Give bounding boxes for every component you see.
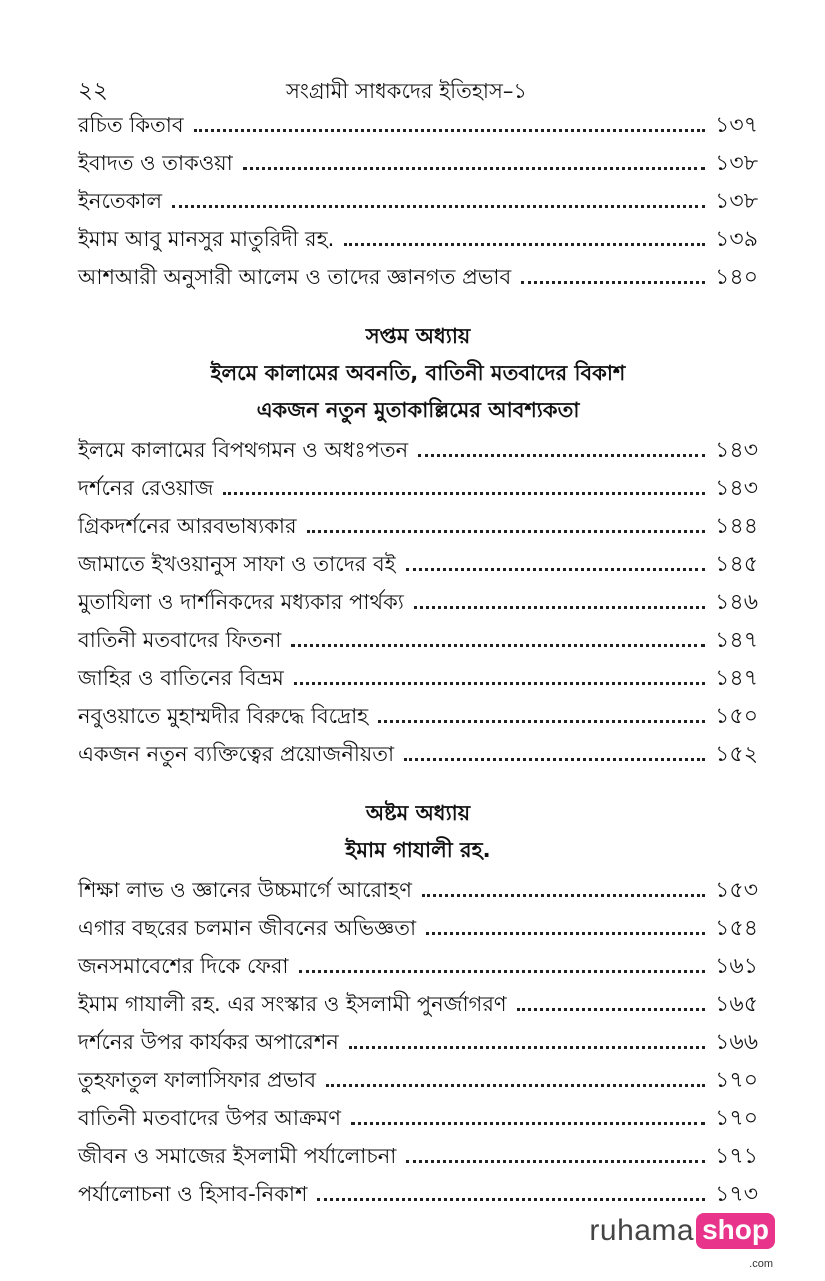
dot-leader xyxy=(426,932,705,935)
dot-leader xyxy=(404,758,705,761)
book-page xyxy=(78,72,758,1213)
toc-entry-page: ১৭০ xyxy=(715,1106,758,1131)
toc-entry-title: জাহির ও বাতিনের বিভ্রম xyxy=(78,666,284,690)
toc-entry xyxy=(78,1137,758,1175)
dot-leader xyxy=(194,129,706,132)
dot-leader xyxy=(418,454,705,457)
toc-entry-page: ১৩৯ xyxy=(715,227,758,252)
toc-entry xyxy=(78,106,758,144)
dot-leader xyxy=(172,205,705,208)
toc-entry xyxy=(78,469,758,507)
toc-entry-title: জীবন ও সমাজের ইসলামী পর্যালোচনা xyxy=(78,1144,397,1168)
toc-entry-page: ১৬৬ xyxy=(715,1030,758,1055)
running-title: সংগ্রামী সাধকদের ইতিহাস–১ xyxy=(286,79,528,103)
toc-entry xyxy=(78,545,758,583)
logo-shop-text: shop xyxy=(702,1214,769,1245)
toc-entry xyxy=(78,909,758,947)
toc-entry-page: ১৭৩ xyxy=(715,1182,758,1207)
toc-entry xyxy=(78,431,758,469)
dot-leader xyxy=(243,167,705,170)
chapter-7-subtitle: একজন নতুন মুতাকাল্লিমের আবশ্যকতা xyxy=(256,398,580,422)
toc-entry-page: ১৪৫ xyxy=(715,552,758,577)
toc-list-chapter-7 xyxy=(78,431,758,773)
dot-leader xyxy=(326,1084,705,1087)
toc-entry-title: তুহফাতুল ফালাসিফার প্রভাব xyxy=(78,1068,317,1092)
toc-entry xyxy=(78,659,758,697)
toc-entry xyxy=(78,1175,758,1213)
dot-leader xyxy=(294,682,705,685)
toc-entry-page: ১৪৬ xyxy=(715,590,758,615)
toc-entry xyxy=(78,985,758,1023)
toc-entry xyxy=(78,1099,758,1137)
dot-leader xyxy=(521,281,705,284)
toc-list-top xyxy=(78,106,758,296)
dot-leader xyxy=(351,1122,705,1125)
toc-entry-title: গ্রিকদর্শনের আরবভাষ্যকার xyxy=(78,514,297,538)
toc-entry-page: ১৫৪ xyxy=(715,916,758,941)
toc-entry-title: শিক্ষা লাভ ও জ্ঞানের উচ্চমার্গে আরোহণ xyxy=(78,878,412,902)
toc-entry-page: ১৭০ xyxy=(715,1068,758,1093)
toc-entry xyxy=(78,735,758,773)
toc-entry xyxy=(78,220,758,258)
toc-entry xyxy=(78,258,758,296)
toc-entry-title: ইলমে কালামের বিপথগমন ও অধঃপতন xyxy=(78,438,409,462)
toc-entry-title: ইবাদত ও তাকওয়া xyxy=(78,151,233,175)
toc-entry xyxy=(78,144,758,182)
dot-leader xyxy=(307,530,706,533)
toc-entry xyxy=(78,947,758,985)
toc-entry-title: ইমাম আবু মানসুর মাতুরিদী রহ. xyxy=(78,227,335,251)
dot-leader xyxy=(299,970,706,973)
toc-entry-page: ১৪৩ xyxy=(715,438,758,463)
toc-entry-title: রচিত কিতাব xyxy=(78,113,184,137)
toc-entry-title: একজন নতুন ব্যক্তিত্বের প্রয়োজনীয়তা xyxy=(78,742,395,766)
toc-entry-title: বাতিনী মতবাদের ফিতনা xyxy=(78,628,282,652)
logo-text: ruhama xyxy=(589,1214,695,1247)
toc-entry-title: বাতিনী মতবাদের উপর আক্রমণ xyxy=(78,1106,341,1130)
toc-entry-page: ১৬৫ xyxy=(715,992,758,1017)
toc-entry-title: আশআরী অনুসারী আলেম ও তাদের জ্ঞানগত প্রভাব xyxy=(78,265,512,289)
toc-entry-page: ১৪৭ xyxy=(715,666,758,691)
toc-entry-page: ১৪০ xyxy=(715,265,758,290)
dot-leader xyxy=(406,568,706,571)
toc-entry xyxy=(78,1061,758,1099)
watermark-logo xyxy=(589,1213,775,1270)
dot-leader xyxy=(406,1160,705,1163)
toc-entry-page: ১৬১ xyxy=(715,954,758,979)
toc-entry-title: ইমাম গাযালী রহ. এর সংস্কার ও ইসলামী পুনর্জাগরণ xyxy=(78,992,507,1016)
toc-entry-page: ১৩৮ xyxy=(715,189,758,214)
dot-leader xyxy=(349,1046,705,1049)
chapter-7-number: সপ্তম অধ্যায় xyxy=(365,324,471,348)
dot-leader xyxy=(517,1008,706,1011)
toc-entry-title: জনসমাবেশের দিকে ফেরা xyxy=(78,954,289,978)
dot-leader xyxy=(223,492,705,495)
toc-entry xyxy=(78,697,758,735)
dot-leader xyxy=(344,243,705,246)
toc-entry-page: ১৩৭ xyxy=(715,113,758,138)
page-header xyxy=(78,72,758,106)
toc-entry xyxy=(78,1023,758,1061)
dot-leader xyxy=(291,644,705,647)
toc-entry xyxy=(78,182,758,220)
toc-entry-title: দর্শনের রেওয়াজ xyxy=(78,476,214,500)
toc-entry xyxy=(78,871,758,909)
toc-list-chapter-8 xyxy=(78,871,758,1213)
page-number: ২২ xyxy=(78,78,108,104)
toc-entry-page: ১৪৭ xyxy=(715,628,758,653)
chapter-7-title: ইলমে কালামের অবনতি, বাতিনী মতবাদের বিকাশ xyxy=(210,361,626,385)
toc-entry-title: পর্যালোচনা ও হিসাব-নিকাশ xyxy=(78,1182,308,1206)
dot-leader xyxy=(378,720,705,723)
toc-entry-title: ইনতেকাল xyxy=(78,189,163,213)
chapter-8-title: ইমাম গাযালী রহ. xyxy=(345,838,491,862)
dot-leader xyxy=(317,1198,705,1201)
toc-entry xyxy=(78,507,758,545)
toc-entry xyxy=(78,621,758,659)
toc-entry-page: ১৫২ xyxy=(715,742,758,767)
toc-entry-title: এগার বছরের চলমান জীবনের অভিজ্ঞতা xyxy=(78,916,417,940)
toc-entry-title: দর্শনের উপর কার্যকর অপারেশন xyxy=(78,1030,339,1054)
toc-entry-title: মুতাযিলা ও দার্শনিকদের মধ্যকার পার্থক্য xyxy=(78,590,404,614)
toc-entry-title: নবুওয়াতে মুহাম্মদীর বিরুদ্ধে বিদ্রোহ xyxy=(78,704,369,728)
dot-leader xyxy=(422,894,705,897)
logo-shop-badge xyxy=(696,1213,775,1270)
toc-entry xyxy=(78,583,758,621)
toc-entry-page: ১৭১ xyxy=(715,1144,758,1169)
toc-entry-page: ১৫০ xyxy=(715,704,758,729)
toc-entry-title: জামাতে ইখওয়ানুস সাফা ও তাদের বই xyxy=(78,552,396,576)
toc-entry-page: ১৪৪ xyxy=(715,514,758,539)
dot-leader xyxy=(414,606,705,609)
logo-suffix: .com xyxy=(749,1258,773,1270)
toc-entry-page: ১৫৩ xyxy=(715,878,758,903)
toc-entry-page: ১৩৮ xyxy=(715,151,758,176)
toc-entry-page: ১৪৩ xyxy=(715,476,758,501)
chapter-8-number: অষ্টম অধ্যায় xyxy=(365,801,471,825)
